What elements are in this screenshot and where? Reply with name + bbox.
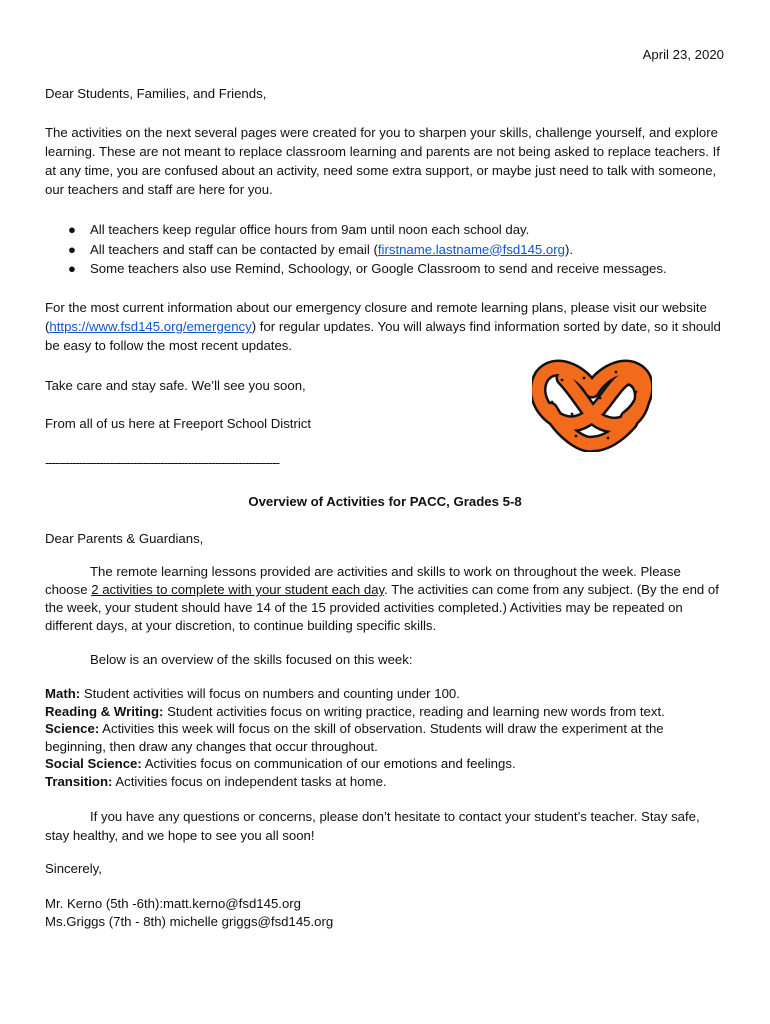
skill-transition: Transition: Activities focus on independent tasks at home. — [45, 773, 387, 789]
greeting: Dear Students, Families, and Friends, — [45, 86, 267, 101]
website-link[interactable]: https://www.fsd145.org/emergency — [49, 319, 252, 334]
from-text: From all of us here at Freeport School District — [45, 416, 312, 431]
underlined-instruction: 2 activities to complete with your student each day — [91, 582, 385, 597]
letter-date: April 23, 2020 — [642, 47, 724, 62]
bullet-icon: ● — [68, 222, 76, 237]
list-item: ● All teachers and staff can be contacted by email (firstname.lastname@fsd145.org). — [68, 241, 574, 257]
bullet-icon: ● — [68, 261, 76, 276]
divider-line: --------------------------------------------------------------------- — [45, 455, 280, 470]
greeting-parents: Dear Parents & Guardians, — [45, 531, 204, 546]
signature-griggs: Ms.Griggs (7th - 8th) michelle griggs@fsd145.org — [45, 914, 334, 929]
signature-kerno: Mr. Kerno (5th -6th):matt.kerno@fsd145.org — [45, 896, 302, 911]
intro-paragraph: The activities on the next several pages were created for you to sharpen your skills, challenge yourself, and explore learning. These are not meant to replace classroom learning and parents are not being asked to replace teachers. If at any time, you are confused about an activity, need some extra support, or maybe just need to talk with someone, our teachers and staff are here for you. — [45, 125, 720, 197]
overview-title: Overview of Activities for PACC, Grades 5-8 — [248, 494, 522, 509]
email-link[interactable]: firstname.lastname@fsd145.org — [377, 241, 565, 257]
bullet-icon: ● — [68, 241, 76, 257]
skill-reading-writing: Reading & Writing: Student activities focus on writing practice, reading and learning new words from text. — [45, 703, 665, 719]
list-item: ● Some teachers also use Remind, Schoology, or Google Classroom to send and receive messages. — [68, 261, 667, 276]
list-item: ● All teachers keep regular office hours from 9am until noon each school day. — [68, 222, 530, 237]
pretzel-icon — [532, 352, 652, 452]
overview-intro: Below is an overview of the skills focused on this week: — [90, 652, 413, 667]
skill-math: Math: Student activities will focus on numbers and counting under 100. — [45, 686, 460, 701]
bullet-list — [45, 220, 725, 279]
website-paragraph: For the most current information about our emergency closure and remote learning plans, please visit our website (https://www.fsd145.org/emergency) for regular updates. You will always find information sorted by date, so it should be easy to follow the most recent updates. — [45, 300, 721, 353]
skill-science: Science: Activities this week will focus on the skill of observation. Students will draw the experiment at the beginning, then draw any changes that occur throughout. — [45, 721, 664, 754]
skill-social-science: Social Science: Activities focus on communication of our emotions and feelings. — [45, 756, 516, 771]
questions-paragraph: If you have any questions or concerns, please don’t hesitate to contact your student’s teacher. Stay safe, stay healthy, and we hope to see you all soon! — [45, 809, 700, 843]
take-care-text: Take care and stay safe. We’ll see you soon, — [45, 378, 306, 393]
remote-learning-paragraph: The remote learning lessons provided are activities and skills to work on throughout the week. Please choose 2 activities to complete with your student each day. The activities can come from any subject. (By the end of the week, your student should have 14 of the 15 provided activities completed.) Activities may be repeated on different days, at your discretion, to continue building specific skills. — [45, 564, 719, 633]
skills-list — [45, 685, 725, 790]
sincerely: Sincerely, — [45, 861, 102, 876]
